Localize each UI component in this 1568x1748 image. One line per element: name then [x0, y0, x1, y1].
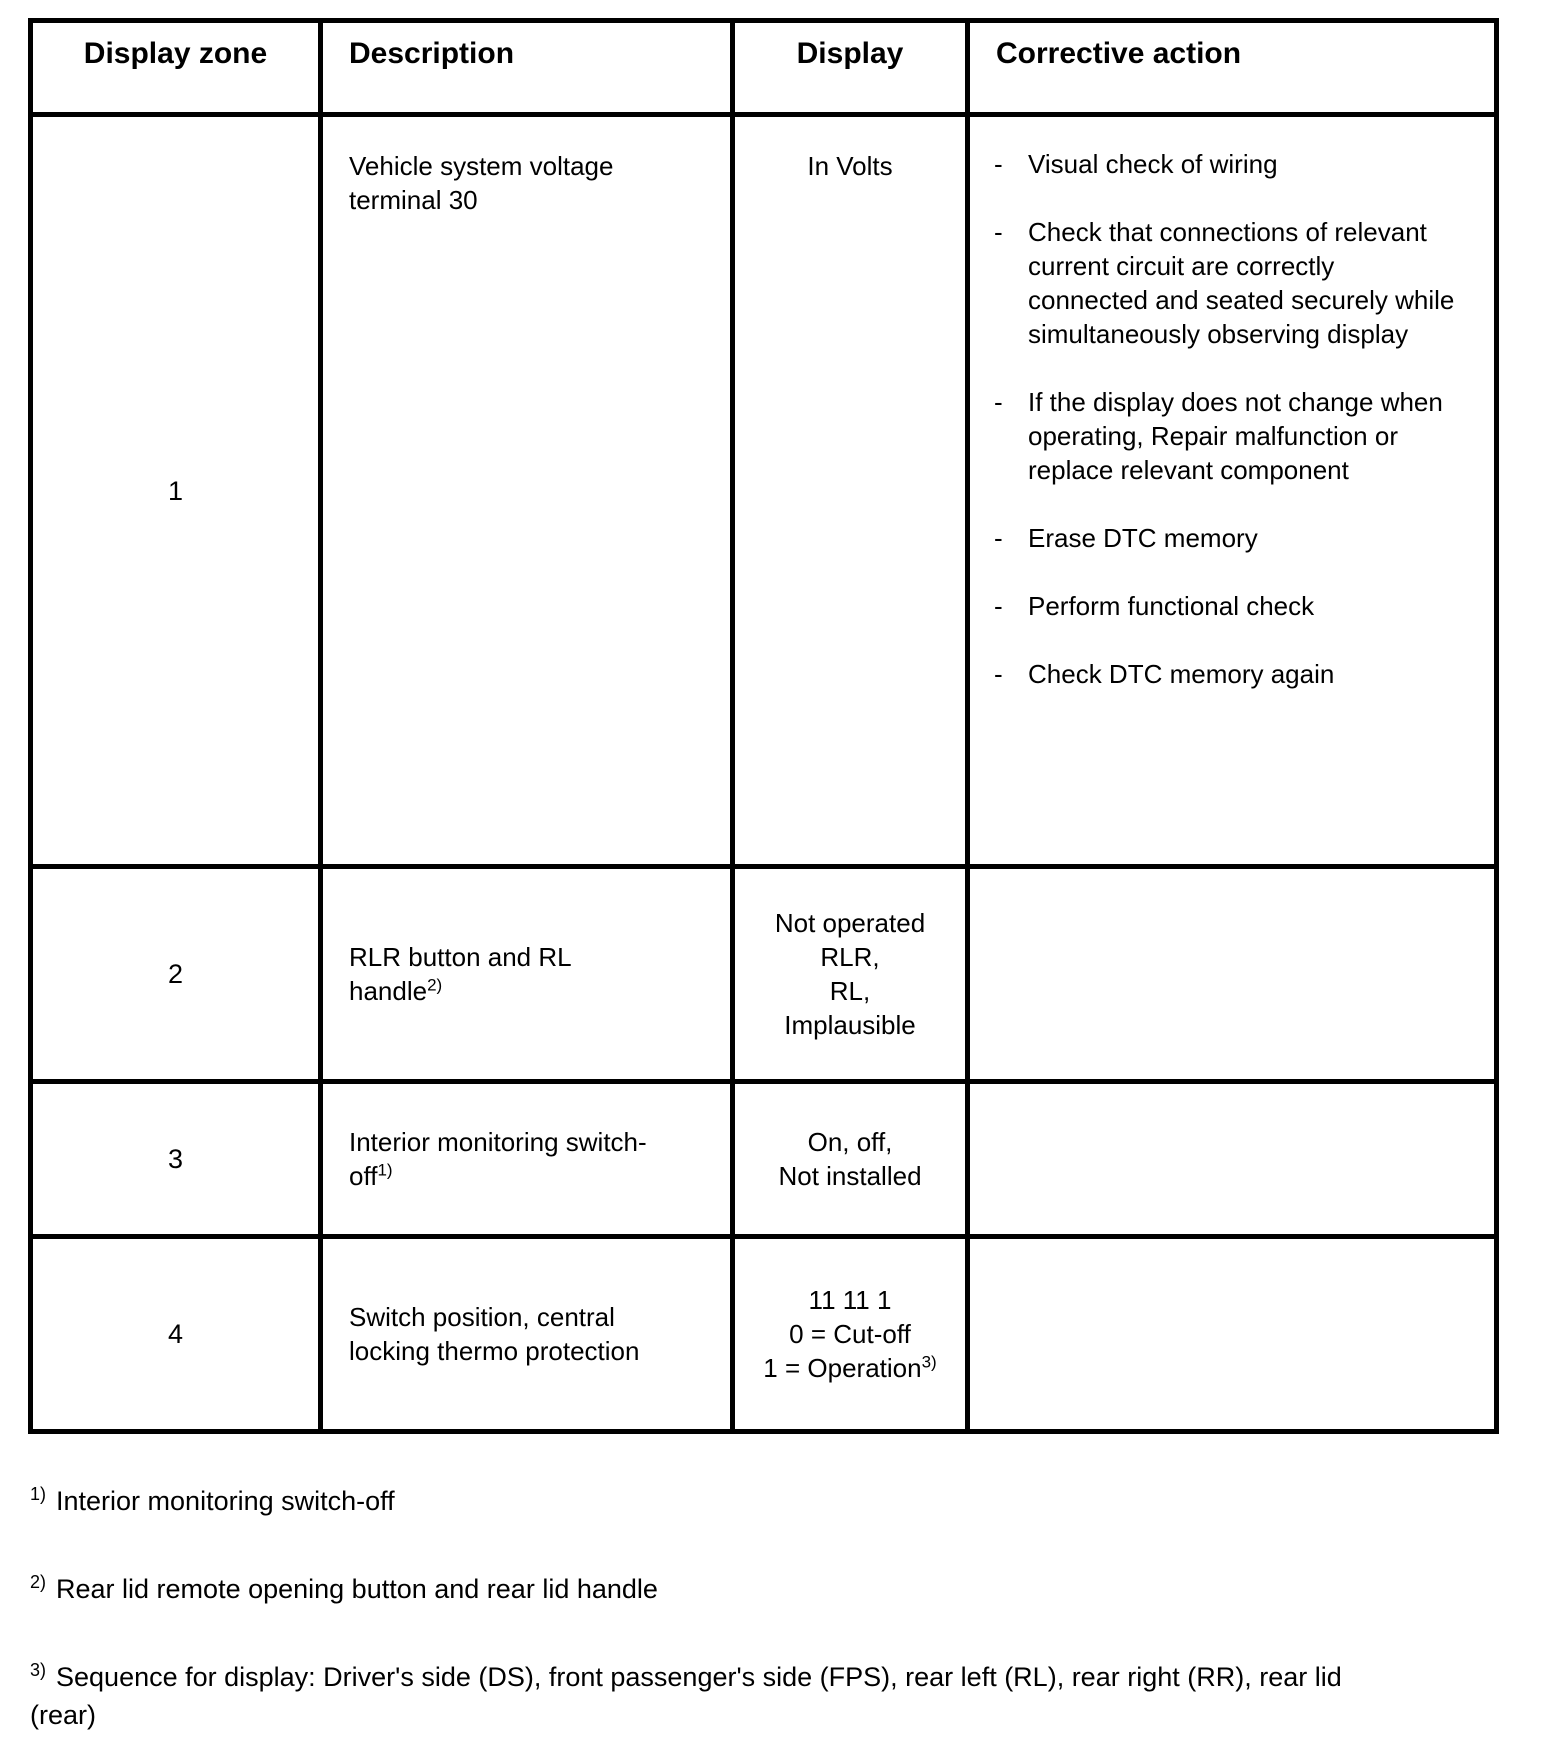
description-cell — [321, 1082, 733, 1237]
display-zone-cell: 1 — [31, 115, 321, 867]
description-line: Interior monitoring switch- — [349, 1127, 647, 1157]
display-value-line: Implausible — [784, 1010, 916, 1040]
action-text: Erase DTC memory — [1028, 523, 1258, 553]
dash-bullet: - — [994, 591, 1003, 621]
footnote-marker: 2) — [30, 1572, 47, 1592]
display-value-line: Not installed — [778, 1161, 922, 1191]
dash-bullet: - — [994, 659, 1003, 689]
footnote — [30, 1482, 1410, 1520]
description-cell — [321, 1237, 733, 1432]
display-zone-cell: 4 — [31, 1237, 321, 1432]
footnote — [30, 1658, 1410, 1734]
footnote-marker: 1) — [30, 1484, 47, 1504]
display-zone-cell: 3 — [31, 1082, 321, 1237]
header-corrective-action: Corrective action — [968, 21, 1497, 115]
description-line: locking thermo protection — [349, 1336, 640, 1366]
display-value-line: Not operated — [774, 908, 926, 938]
corrective-action-cell — [968, 115, 1497, 867]
dash-bullet: - — [994, 149, 1003, 179]
display-zone-cell: 2 — [31, 867, 321, 1082]
description-line: RLR button and RL — [349, 942, 572, 972]
action-text: Check DTC memory again — [1028, 659, 1335, 689]
display-value-cell — [733, 1237, 968, 1432]
display-value-cell — [733, 867, 968, 1082]
footnote-reference: 2) — [427, 975, 443, 995]
table-row — [31, 1082, 1497, 1237]
action-text: Perform functional check — [1028, 591, 1315, 621]
footnote-text: Rear lid remote opening button and rear lid handle — [56, 1574, 658, 1604]
diagnostic-table — [28, 18, 1499, 1434]
description-line: off$^{1)}$ — [349, 1160, 393, 1191]
action-item — [994, 521, 1474, 555]
header-description: Description — [321, 21, 733, 115]
dash-bullet: - — [994, 387, 1003, 417]
action-item — [994, 657, 1474, 691]
description-line: terminal 30 — [349, 185, 478, 215]
display-value-line: In Volts — [807, 151, 893, 181]
footnote — [30, 1570, 1410, 1608]
dash-bullet: - — [994, 217, 1003, 247]
header-display: Display — [733, 21, 968, 115]
table-row — [31, 867, 1497, 1082]
footnote-reference: 3) — [921, 1352, 937, 1372]
display-value-cell — [733, 1082, 968, 1237]
footnote-marker: 3) — [30, 1660, 47, 1680]
display-value-line: RLR, — [820, 942, 880, 972]
corrective-action-cell — [968, 1237, 1497, 1432]
table-body — [31, 115, 1497, 1432]
description-line: handle$^{2)}$ — [349, 975, 443, 1006]
description-line: Switch position, central — [349, 1302, 615, 1332]
display-value-line: RL, — [829, 976, 871, 1006]
action-text: Check that connections of relevant current circuit are correctly connected and seated securely while simultaneously observing display — [1028, 217, 1455, 349]
display-value-line: 0 = Cut-off — [789, 1319, 911, 1349]
description-cell — [321, 867, 733, 1082]
display-value-line: On, off, — [807, 1127, 893, 1157]
action-text: Visual check of wiring — [1028, 149, 1278, 179]
table-row — [31, 1237, 1497, 1432]
table-row — [31, 115, 1497, 867]
description-cell — [321, 115, 733, 867]
display-value-cell — [733, 115, 968, 867]
corrective-action-cell — [968, 1082, 1497, 1237]
footnote-reference: 1) — [377, 1160, 393, 1180]
footnote-text: Sequence for display: Driver's side (DS), front passenger's side (FPS), rear left (RL), rear right (RR), rear lid (rear) — [30, 1662, 1342, 1730]
header-display-zone: Display zone — [31, 21, 321, 115]
corrective-action-cell — [968, 867, 1497, 1082]
action-item — [994, 215, 1474, 351]
dash-bullet: - — [994, 523, 1003, 553]
footnote-text: Interior monitoring switch-off — [56, 1486, 395, 1516]
header-row — [31, 21, 1497, 115]
display-value-line: 11 11 1 — [808, 1285, 892, 1315]
action-item — [994, 147, 1474, 181]
description-line: Vehicle system voltage — [349, 151, 614, 181]
action-item — [994, 589, 1474, 623]
action-item — [994, 385, 1474, 487]
action-text: If the display does not change when operating, Repair malfunction or replace relevant component — [1028, 387, 1443, 485]
footnotes — [30, 1482, 1410, 1748]
display-value-line: 1 = Operation$^{3)}$ — [763, 1352, 937, 1383]
